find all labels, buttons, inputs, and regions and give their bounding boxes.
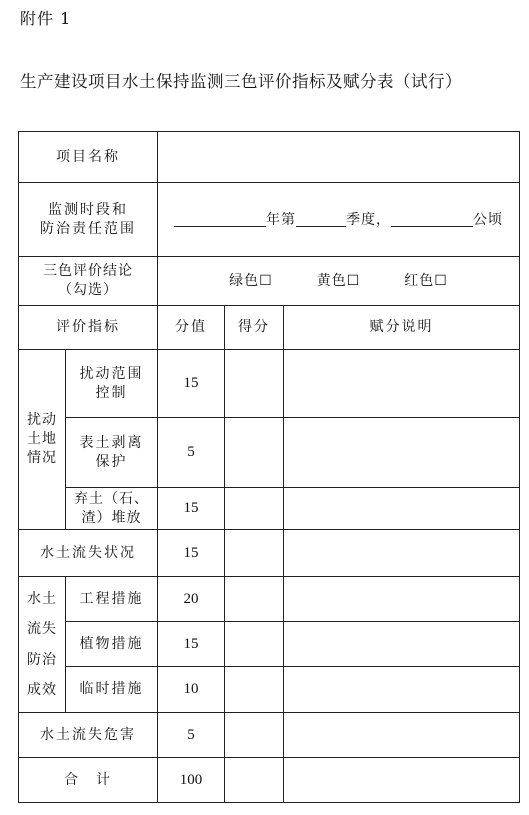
- note-cell[interactable]: [284, 530, 520, 577]
- attachment-label: 附件 1: [20, 9, 72, 28]
- row-label: 水土流失状况: [19, 530, 158, 577]
- column-header-note: 赋分说明: [284, 306, 520, 350]
- row-value: 5: [158, 713, 225, 758]
- table-row: [19, 622, 520, 667]
- total-label: 合 计: [19, 758, 158, 803]
- note-cell[interactable]: [284, 758, 520, 803]
- area-blank[interactable]: [391, 210, 473, 227]
- area-suffix: 公顷: [473, 211, 503, 228]
- table-row: [19, 530, 520, 577]
- table-row: [19, 488, 520, 530]
- score-cell[interactable]: [225, 530, 284, 577]
- column-header-score: 得分: [225, 306, 284, 350]
- row-label: 植物措施: [66, 622, 158, 667]
- color-choices: [158, 257, 520, 306]
- note-cell[interactable]: [284, 577, 520, 622]
- score-cell[interactable]: [225, 488, 284, 530]
- row-value: 10: [158, 667, 225, 713]
- row-label: 弃土（石、 渣）堆放: [66, 488, 158, 530]
- row-label: 工程措施: [66, 577, 158, 622]
- column-header-value: 分值: [158, 306, 225, 350]
- project-name-field[interactable]: [158, 132, 520, 183]
- note-cell[interactable]: [284, 667, 520, 713]
- group-prevention: 水土 流失 防治 成效: [19, 577, 66, 713]
- period-field[interactable]: [158, 183, 520, 257]
- project-name-label: 项目名称: [19, 132, 158, 183]
- score-cell[interactable]: [225, 713, 284, 758]
- quarter-suffix: 季度，: [346, 211, 391, 228]
- row-label: 表土剥离 保护: [66, 418, 158, 488]
- year-blank[interactable]: [174, 210, 266, 227]
- row-value: 5: [158, 418, 225, 488]
- score-cell[interactable]: [225, 758, 284, 803]
- table-row: [19, 418, 520, 488]
- conclusion-label-line1: 三色评价结论: [43, 263, 133, 280]
- year-suffix: 年第: [266, 211, 296, 228]
- conclusion-label-line2: （勾选）: [58, 282, 118, 298]
- table-header-row: [19, 306, 520, 350]
- table-row: [19, 257, 520, 306]
- table-row: [19, 758, 520, 803]
- document-title: 生产建设项目水土保持监测三色评价指标及赋分表（试行）: [20, 72, 462, 91]
- note-cell[interactable]: [284, 350, 520, 418]
- row-label: 扰动范围 控制: [66, 350, 158, 418]
- period-label-line1: 监测时段和: [48, 201, 128, 218]
- red-checkbox[interactable]: 红色☐: [404, 272, 448, 289]
- note-cell[interactable]: [284, 418, 520, 488]
- table-row: [19, 713, 520, 758]
- row-label: 水土流失危害: [19, 713, 158, 758]
- group-disturbance: 扰动 土地 情况: [19, 350, 66, 530]
- note-cell[interactable]: [284, 622, 520, 667]
- score-cell[interactable]: [225, 418, 284, 488]
- column-header-indicator: 评价指标: [19, 306, 158, 350]
- table-row: [19, 132, 520, 183]
- score-cell[interactable]: [225, 577, 284, 622]
- total-value: 100: [158, 758, 225, 803]
- evaluation-table: [18, 131, 520, 803]
- yellow-checkbox[interactable]: 黄色☐: [316, 272, 361, 289]
- period-label-line2: 防治责任范围: [40, 220, 136, 237]
- score-cell[interactable]: [225, 350, 284, 418]
- row-value: 20: [158, 577, 225, 622]
- table-row: [19, 667, 520, 713]
- note-cell[interactable]: [284, 488, 520, 530]
- score-cell[interactable]: [225, 667, 284, 713]
- row-value: 15: [158, 622, 225, 667]
- green-checkbox[interactable]: 绿色☐: [229, 272, 273, 289]
- period-label: [19, 183, 158, 257]
- table-row: [19, 577, 520, 622]
- row-label: 临时措施: [66, 667, 158, 713]
- table-row: [19, 350, 520, 418]
- note-cell[interactable]: [284, 713, 520, 758]
- conclusion-label: [19, 257, 158, 306]
- table-row: [19, 183, 520, 257]
- quarter-blank[interactable]: [296, 210, 346, 227]
- row-value: 15: [158, 530, 225, 577]
- score-cell[interactable]: [225, 622, 284, 667]
- row-value: 15: [158, 350, 225, 418]
- row-value: 15: [158, 488, 225, 530]
